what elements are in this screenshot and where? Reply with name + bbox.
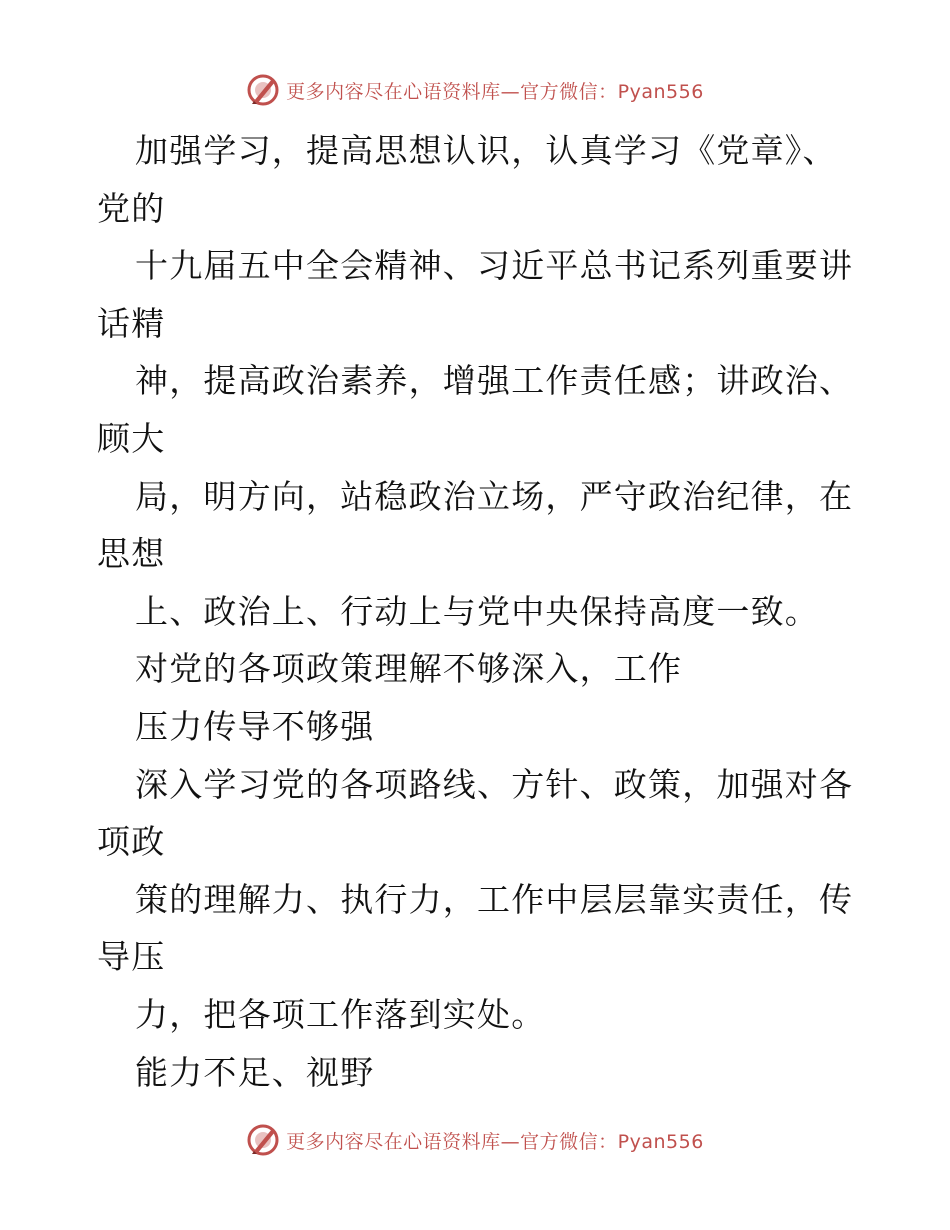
paragraph-5: 上、政治上、行动上与党中央保持高度一致。	[135, 591, 819, 631]
document-body	[97, 122, 857, 1101]
footer-banner	[0, 1120, 950, 1160]
paragraph-3: 神，提高政治素养，增强工作责任感；讲政治、顾大	[97, 361, 854, 458]
paragraph-2: 十九届五中全会精神、习近平总书记系列重要讲话精	[97, 246, 854, 343]
pen-seal-logo-icon	[246, 1123, 280, 1157]
paragraph-7: 压力传导不够强	[135, 706, 375, 746]
paragraph-6: 对党的各项政策理解不够深入，工作	[135, 649, 683, 689]
paragraph-4: 局，明方向，站稳政治立场，严守政治纪律，在思想	[97, 476, 854, 574]
paragraph-11: 能力不足、视野	[135, 1052, 375, 1092]
pen-seal-logo-icon	[246, 73, 280, 107]
paragraph-8: 深入学习党的各项路线、方针、政策，加强对各项政	[97, 764, 854, 862]
paragraph-1: 加强学习，提高思想认识，认真学习《党章》、党的	[97, 131, 837, 228]
header-banner	[0, 70, 950, 110]
paragraph-9: 策的理解力、执行力，工作中层层靠实责任，传导压	[97, 879, 854, 977]
footer-banner-text: 更多内容尽在心语资料库—官方微信：Pyan556	[286, 1130, 704, 1153]
paragraph-10: 力，把各项工作落到实处。	[135, 994, 546, 1034]
header-banner-text: 更多内容尽在心语资料库—官方微信：Pyan556	[286, 80, 704, 103]
